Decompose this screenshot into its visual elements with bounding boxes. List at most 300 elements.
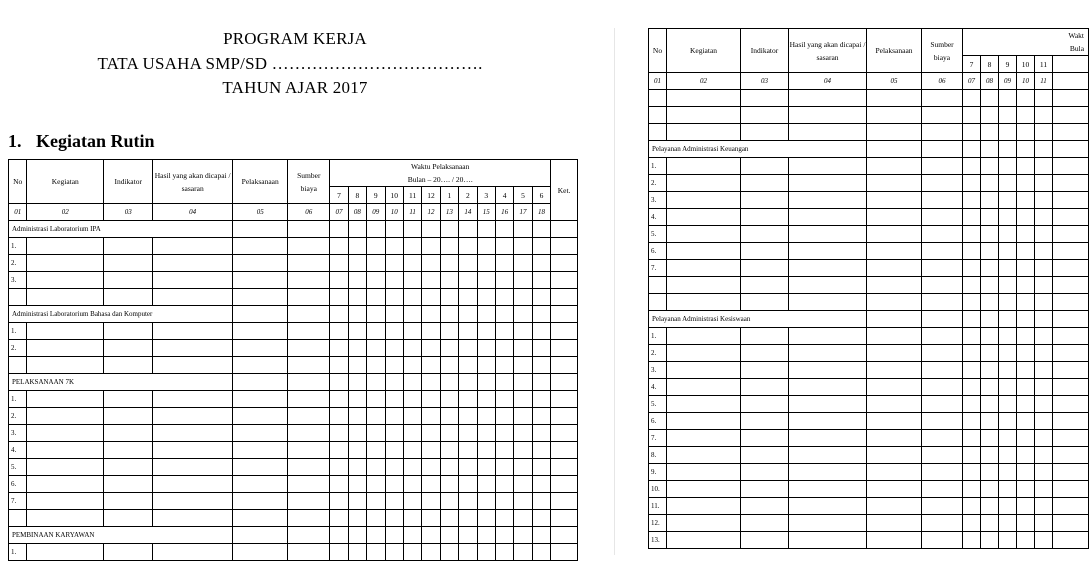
- empty-cell: [104, 459, 153, 476]
- month-cell: 10: [1017, 56, 1035, 73]
- empty-cell: [667, 362, 741, 379]
- empty-cell: [667, 226, 741, 243]
- header-sumber-biaya: Sumber biaya: [922, 29, 963, 73]
- empty-cell: [367, 442, 385, 459]
- empty-cell: [367, 272, 385, 289]
- table-row: [9, 408, 578, 425]
- empty-cell: [532, 425, 550, 442]
- empty-cell: [422, 323, 440, 340]
- empty-cell: [233, 493, 288, 510]
- empty-cell: [477, 289, 495, 306]
- empty-cell: [514, 510, 532, 527]
- empty-cell: [440, 306, 458, 323]
- row-number: [649, 107, 667, 124]
- empty-cell: [477, 323, 495, 340]
- empty-cell: [999, 498, 1017, 515]
- category-row: [9, 221, 578, 238]
- empty-cell: [922, 124, 963, 141]
- empty-cell: [385, 510, 403, 527]
- table-row: [649, 260, 1089, 277]
- empty-cell: [153, 442, 233, 459]
- empty-cell: [551, 476, 578, 493]
- row-number: 10.: [649, 481, 667, 498]
- category-row: [649, 141, 1089, 158]
- empty-cell: [1017, 141, 1035, 158]
- empty-cell: [981, 345, 999, 362]
- empty-cell: [422, 408, 440, 425]
- empty-cell: [867, 260, 922, 277]
- empty-cell: [922, 226, 963, 243]
- empty-cell: [477, 306, 495, 323]
- empty-cell: [551, 255, 578, 272]
- month-cell: 8: [981, 56, 999, 73]
- table-row: [9, 544, 578, 561]
- empty-cell: [922, 345, 963, 362]
- row-number: [9, 357, 27, 374]
- empty-cell: [233, 544, 288, 561]
- empty-cell: [440, 408, 458, 425]
- row-number: 6.: [9, 476, 27, 493]
- empty-cell: [403, 221, 421, 238]
- empty-cell: [477, 255, 495, 272]
- empty-cell: [532, 459, 550, 476]
- empty-cell: [514, 425, 532, 442]
- empty-cell: [1053, 260, 1089, 277]
- empty-cell: [789, 447, 867, 464]
- empty-cell: [348, 289, 366, 306]
- page-divider: [614, 28, 615, 555]
- empty-cell: [422, 289, 440, 306]
- month-cell: 12: [422, 187, 440, 204]
- empty-cell: [27, 238, 104, 255]
- empty-cell: [153, 340, 233, 357]
- header-waktu: [963, 29, 1089, 56]
- empty-cell: [403, 391, 421, 408]
- column-code: 01: [649, 73, 667, 90]
- empty-cell: [1053, 294, 1089, 311]
- empty-cell: [867, 396, 922, 413]
- empty-cell: [153, 289, 233, 306]
- empty-cell: [922, 515, 963, 532]
- table-row: [9, 493, 578, 510]
- empty-cell: [385, 306, 403, 323]
- empty-cell: [27, 340, 104, 357]
- column-code: 10: [385, 204, 403, 221]
- empty-cell: [922, 328, 963, 345]
- empty-cell: [867, 515, 922, 532]
- table-row: [649, 192, 1089, 209]
- row-number: 3.: [649, 192, 667, 209]
- empty-cell: [741, 413, 789, 430]
- column-code: 04: [153, 204, 233, 221]
- header-waktu: [330, 160, 551, 187]
- empty-cell: [385, 238, 403, 255]
- empty-cell: [104, 391, 153, 408]
- empty-cell: [667, 107, 741, 124]
- empty-cell: [440, 340, 458, 357]
- empty-cell: [741, 277, 789, 294]
- empty-cell: [477, 476, 495, 493]
- empty-cell: [981, 277, 999, 294]
- empty-cell: [532, 510, 550, 527]
- table-row: [9, 340, 578, 357]
- empty-cell: [330, 374, 348, 391]
- column-code: 14: [459, 204, 477, 221]
- empty-cell: [532, 238, 550, 255]
- empty-cell: [963, 226, 981, 243]
- empty-cell: [551, 544, 578, 561]
- empty-cell: [477, 459, 495, 476]
- empty-cell: [1035, 396, 1053, 413]
- empty-cell: [1053, 515, 1089, 532]
- empty-cell: [532, 408, 550, 425]
- empty-cell: [867, 107, 922, 124]
- empty-cell: [153, 493, 233, 510]
- empty-cell: [233, 374, 288, 391]
- empty-cell: [1035, 243, 1053, 260]
- empty-cell: [867, 345, 922, 362]
- empty-cell: [999, 124, 1017, 141]
- row-number: 13.: [649, 532, 667, 549]
- empty-cell: [741, 192, 789, 209]
- empty-cell: [963, 396, 981, 413]
- empty-cell: [981, 362, 999, 379]
- empty-cell: [1035, 141, 1053, 158]
- column-code: 05: [867, 73, 922, 90]
- empty-cell: [999, 515, 1017, 532]
- empty-cell: [532, 255, 550, 272]
- empty-cell: [1017, 481, 1035, 498]
- empty-cell: [667, 192, 741, 209]
- row-number: 2.: [649, 345, 667, 362]
- empty-cell: [1017, 464, 1035, 481]
- empty-cell: [459, 374, 477, 391]
- column-code: 18: [532, 204, 550, 221]
- code-row: [649, 73, 1089, 90]
- empty-cell: [981, 328, 999, 345]
- table-row: [9, 238, 578, 255]
- empty-cell: [403, 527, 421, 544]
- empty-cell: [999, 158, 1017, 175]
- empty-cell: [385, 493, 403, 510]
- empty-cell: [789, 481, 867, 498]
- empty-cell: [1017, 515, 1035, 532]
- header-pelaksanaan: Pelaksanaan: [233, 160, 288, 204]
- empty-cell: [330, 459, 348, 476]
- empty-cell: [551, 442, 578, 459]
- empty-cell: [1053, 498, 1089, 515]
- empty-cell: [1017, 396, 1035, 413]
- empty-cell: [963, 362, 981, 379]
- empty-cell: [1017, 209, 1035, 226]
- row-number: 1.: [9, 238, 27, 255]
- row-number: 12.: [649, 515, 667, 532]
- empty-cell: [981, 124, 999, 141]
- empty-cell: [477, 527, 495, 544]
- empty-cell: [104, 493, 153, 510]
- empty-cell: [999, 294, 1017, 311]
- empty-cell: [459, 255, 477, 272]
- empty-cell: [27, 391, 104, 408]
- empty-cell: [27, 476, 104, 493]
- empty-cell: [551, 306, 578, 323]
- empty-cell: [288, 408, 330, 425]
- empty-cell: [867, 141, 922, 158]
- row-number: 3.: [649, 362, 667, 379]
- empty-cell: [1017, 90, 1035, 107]
- empty-cell: [922, 141, 963, 158]
- empty-cell: [440, 238, 458, 255]
- table-row: [9, 442, 578, 459]
- empty-cell: [514, 476, 532, 493]
- empty-cell: [440, 323, 458, 340]
- table-row: [649, 379, 1089, 396]
- empty-cell: [963, 107, 981, 124]
- section-number: 1.: [8, 131, 22, 151]
- header-pelaksanaan: Pelaksanaan: [867, 29, 922, 73]
- empty-cell: [789, 175, 867, 192]
- table-row: [649, 226, 1089, 243]
- empty-cell: [922, 192, 963, 209]
- empty-cell: [330, 544, 348, 561]
- empty-cell: [495, 493, 513, 510]
- empty-cell: [385, 391, 403, 408]
- empty-cell: [514, 408, 532, 425]
- empty-cell: [963, 430, 981, 447]
- row-number: 2.: [649, 175, 667, 192]
- table-row: [9, 510, 578, 527]
- empty-cell: [153, 459, 233, 476]
- empty-cell: [741, 90, 789, 107]
- empty-cell: [514, 221, 532, 238]
- table-body: [649, 90, 1089, 549]
- row-number: 6.: [649, 243, 667, 260]
- empty-cell: [27, 425, 104, 442]
- empty-cell: [551, 493, 578, 510]
- category-row: [9, 306, 578, 323]
- empty-cell: [422, 391, 440, 408]
- month-cell: 11: [1035, 56, 1053, 73]
- empty-cell: [422, 221, 440, 238]
- empty-cell: [1035, 498, 1053, 515]
- empty-cell: [1035, 294, 1053, 311]
- empty-cell: [153, 357, 233, 374]
- empty-cell: [981, 396, 999, 413]
- empty-cell: [422, 238, 440, 255]
- empty-cell: [403, 340, 421, 357]
- empty-cell: [1017, 311, 1035, 328]
- empty-cell: [233, 459, 288, 476]
- column-code: 07: [330, 204, 348, 221]
- empty-cell: [440, 476, 458, 493]
- row-number: 2.: [9, 340, 27, 357]
- empty-cell: [27, 544, 104, 561]
- empty-cell: [288, 459, 330, 476]
- empty-cell: [330, 442, 348, 459]
- table-row: [9, 323, 578, 340]
- empty-cell: [1017, 260, 1035, 277]
- empty-cell: [514, 255, 532, 272]
- empty-cell: [514, 442, 532, 459]
- empty-cell: [999, 311, 1017, 328]
- empty-cell: [789, 498, 867, 515]
- empty-cell: [789, 209, 867, 226]
- table-row: [649, 345, 1089, 362]
- month-cell: 5: [514, 187, 532, 204]
- empty-cell: [153, 408, 233, 425]
- empty-cell: [1053, 328, 1089, 345]
- empty-cell: [403, 493, 421, 510]
- empty-cell: [403, 289, 421, 306]
- empty-cell: [981, 175, 999, 192]
- row-number: 1.: [9, 391, 27, 408]
- empty-cell: [514, 306, 532, 323]
- empty-cell: [403, 544, 421, 561]
- empty-cell: [1035, 209, 1053, 226]
- header-kegiatan: Kegiatan: [667, 29, 741, 73]
- empty-cell: [963, 328, 981, 345]
- empty-cell: [741, 226, 789, 243]
- empty-cell: [233, 306, 288, 323]
- month-cell: 10: [385, 187, 403, 204]
- empty-cell: [667, 243, 741, 260]
- month-cell: 8: [348, 187, 366, 204]
- empty-cell: [495, 527, 513, 544]
- empty-cell: [741, 294, 789, 311]
- header-ket: Ket.: [551, 160, 578, 221]
- empty-cell: [741, 515, 789, 532]
- empty-cell: [741, 396, 789, 413]
- empty-cell: [1053, 226, 1089, 243]
- doc-subtitle: TATA USAHA SMP/SD ……………………………….: [97, 54, 483, 73]
- empty-cell: [741, 430, 789, 447]
- table-row: [649, 362, 1089, 379]
- empty-cell: [867, 175, 922, 192]
- empty-cell: [477, 340, 495, 357]
- empty-cell: [981, 90, 999, 107]
- empty-cell: [495, 442, 513, 459]
- empty-cell: [330, 408, 348, 425]
- row-number: 11.: [649, 498, 667, 515]
- table-row: [649, 532, 1089, 549]
- row-number: 7.: [9, 493, 27, 510]
- empty-cell: [367, 408, 385, 425]
- empty-cell: [963, 413, 981, 430]
- empty-cell: [867, 226, 922, 243]
- header-bulan-label: Bula: [1069, 44, 1085, 53]
- empty-cell: [999, 90, 1017, 107]
- empty-cell: [981, 498, 999, 515]
- empty-cell: [233, 442, 288, 459]
- empty-cell: [667, 532, 741, 549]
- table-row: [649, 464, 1089, 481]
- empty-cell: [1035, 107, 1053, 124]
- empty-cell: [963, 498, 981, 515]
- code-row: [9, 204, 578, 221]
- empty-cell: [233, 527, 288, 544]
- empty-cell: [741, 328, 789, 345]
- header-waktu-label: Waktu Pelaksanaan: [411, 162, 470, 171]
- empty-cell: [963, 379, 981, 396]
- empty-cell: [477, 391, 495, 408]
- empty-cell: [459, 306, 477, 323]
- empty-cell: [532, 442, 550, 459]
- empty-cell: [104, 544, 153, 561]
- doc-title: PROGRAM KERJA: [223, 29, 367, 48]
- empty-cell: [367, 544, 385, 561]
- empty-cell: [741, 532, 789, 549]
- empty-cell: [440, 221, 458, 238]
- empty-cell: [495, 357, 513, 374]
- empty-cell: [288, 221, 330, 238]
- row-number: [9, 510, 27, 527]
- empty-cell: [459, 527, 477, 544]
- empty-cell: [1035, 447, 1053, 464]
- empty-cell: [667, 277, 741, 294]
- empty-cell: [999, 260, 1017, 277]
- empty-cell: [233, 391, 288, 408]
- program-table: [8, 159, 578, 561]
- empty-cell: [153, 425, 233, 442]
- empty-cell: [348, 221, 366, 238]
- empty-cell: [385, 442, 403, 459]
- empty-cell: [741, 498, 789, 515]
- empty-cell: [385, 221, 403, 238]
- empty-cell: [288, 442, 330, 459]
- empty-cell: [1053, 243, 1089, 260]
- empty-cell: [741, 345, 789, 362]
- empty-cell: [1017, 243, 1035, 260]
- empty-cell: [367, 238, 385, 255]
- category-row: [9, 374, 578, 391]
- empty-cell: [1035, 328, 1053, 345]
- empty-cell: [741, 158, 789, 175]
- empty-cell: [233, 425, 288, 442]
- row-number: [649, 294, 667, 311]
- empty-cell: [963, 277, 981, 294]
- empty-cell: [367, 340, 385, 357]
- table-row: [649, 447, 1089, 464]
- empty-cell: [495, 459, 513, 476]
- empty-cell: [1017, 107, 1035, 124]
- empty-cell: [367, 476, 385, 493]
- table-row: [649, 243, 1089, 260]
- column-code: 04: [789, 73, 867, 90]
- header-no: No: [9, 160, 27, 204]
- empty-cell: [153, 476, 233, 493]
- empty-cell: [532, 476, 550, 493]
- row-number: 8.: [649, 447, 667, 464]
- empty-cell: [999, 243, 1017, 260]
- empty-cell: [459, 272, 477, 289]
- empty-cell: [233, 357, 288, 374]
- empty-cell: [1017, 430, 1035, 447]
- category-label: PELAKSANAAN 7K: [9, 374, 233, 391]
- empty-cell: [1053, 379, 1089, 396]
- column-code: 07: [963, 73, 981, 90]
- empty-cell: [999, 175, 1017, 192]
- empty-cell: [532, 527, 550, 544]
- empty-cell: [403, 323, 421, 340]
- empty-cell: [867, 379, 922, 396]
- empty-cell: [922, 175, 963, 192]
- empty-cell: [330, 272, 348, 289]
- column-code: 10: [1017, 73, 1035, 90]
- empty-cell: [330, 238, 348, 255]
- empty-cell: [1035, 192, 1053, 209]
- empty-cell: [741, 107, 789, 124]
- empty-cell: [514, 357, 532, 374]
